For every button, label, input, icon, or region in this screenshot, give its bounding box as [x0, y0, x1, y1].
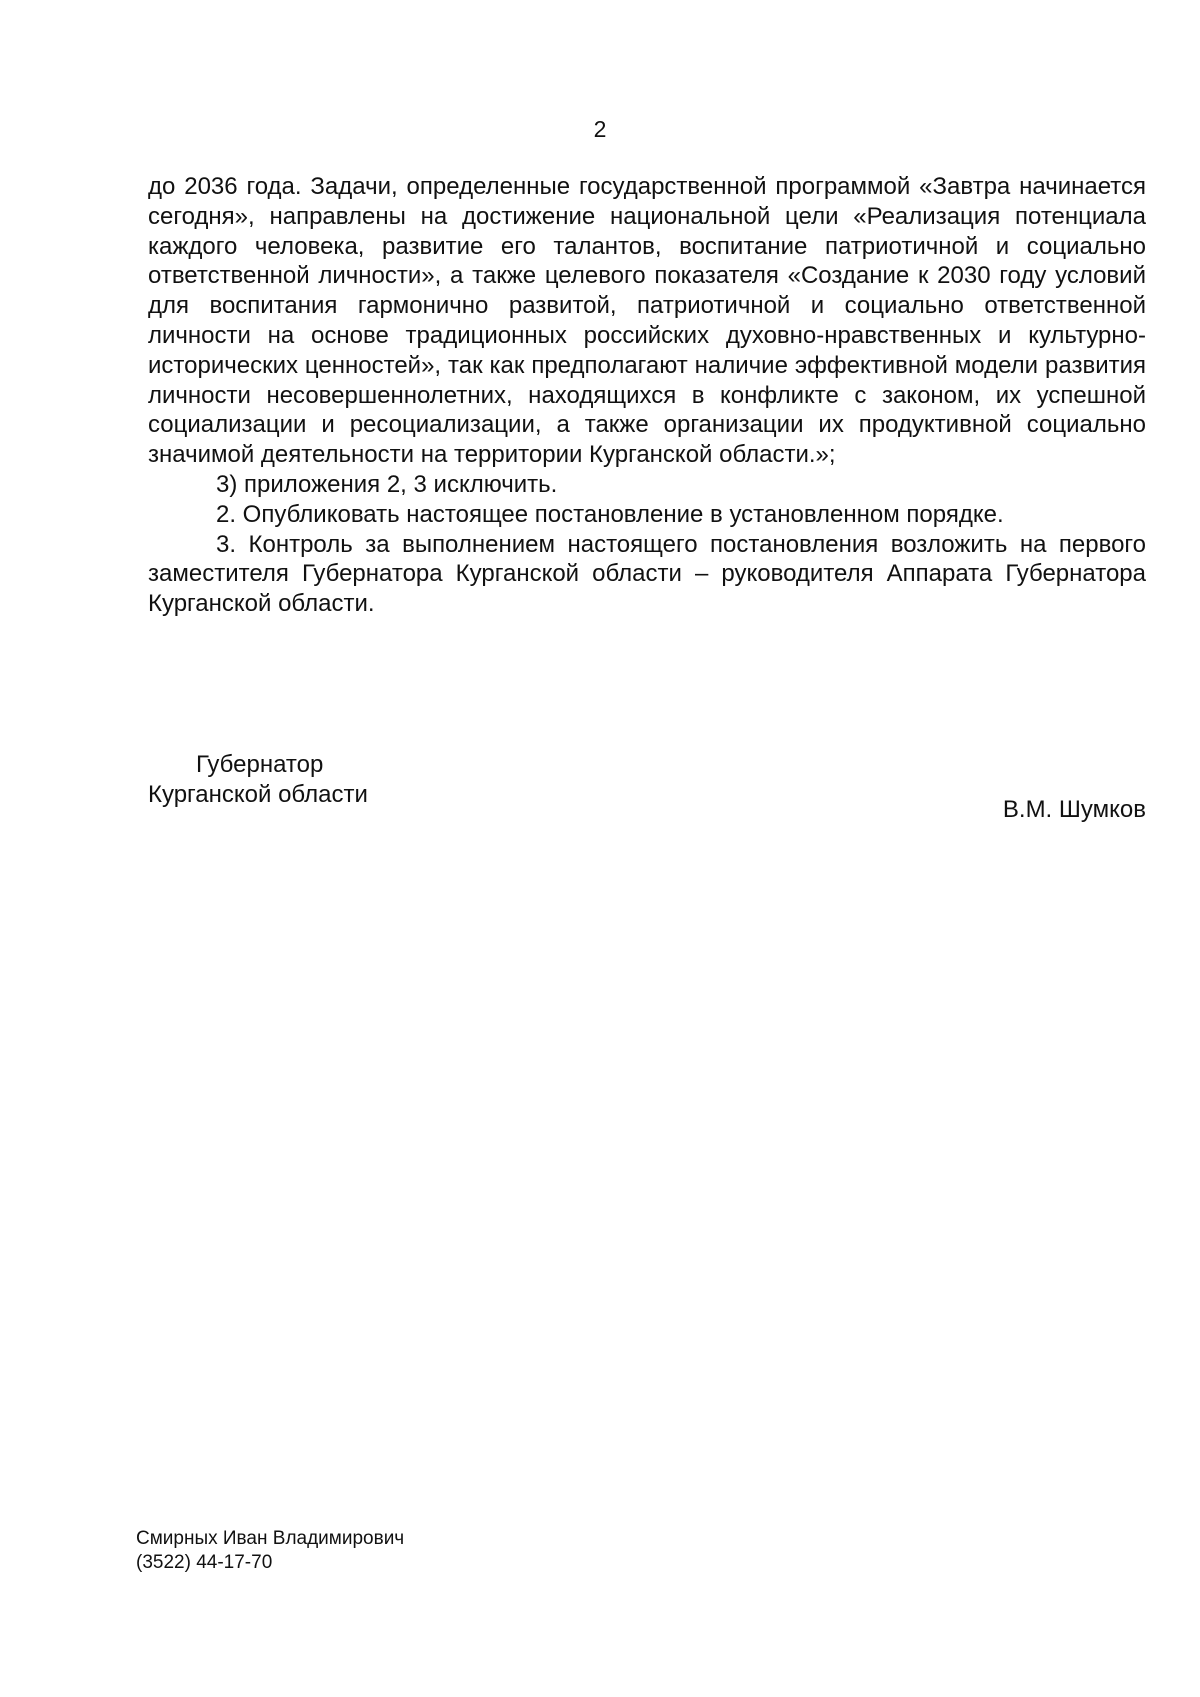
contact-block [136, 1527, 404, 1575]
page-number: 2 [593, 116, 607, 142]
signatory-title-line-2: Курганской области [148, 781, 368, 808]
signatory-name: В.М. Шумков [1002, 796, 1146, 823]
paragraph-control: 3. Контроль за выполнением настоящего постановления возложить на первого заместителя Губернатора Курганской области – руководителя Аппарата Губернатора Курганской области. [148, 530, 1146, 618]
document-body [148, 172, 1146, 619]
paragraph-publication: 2. Опубликовать настоящее постановление в установленном порядке. [216, 500, 1004, 528]
paragraph-appendices-removal: 3) приложения 2, 3 исключить. [216, 470, 558, 498]
signature-block [148, 750, 1146, 830]
contact-name: Смирных Иван Владимирович [136, 1528, 405, 1549]
signatory-title-line-1: Губернатор [196, 751, 324, 778]
contact-phone: (3522) 44-17-70 [136, 1552, 273, 1573]
paragraph-program-goals: до 2036 года. Задачи, определенные государственной программой «Завтра начинается сегодня», направлены на достижение национальной цели «Реализация потенциала каждого человека, развитие его талантов, воспитание патриотичной и социально ответственной личности», а также целевого показателя «Создание к 2030 году условий для воспитания гармонично развитой, патриотичной и социально ответственной личности на основе традиционных российских духовно-нравственных и культурно-исторических ценностей», так как предполагают наличие эффективной модели развития личности несовершеннолетних, находящихся в конфликте с законом, их успешной социализации и ресоциализации, а также организации их продуктивной социально значимой деятельности на территории Курганской области.»; [148, 173, 1146, 469]
